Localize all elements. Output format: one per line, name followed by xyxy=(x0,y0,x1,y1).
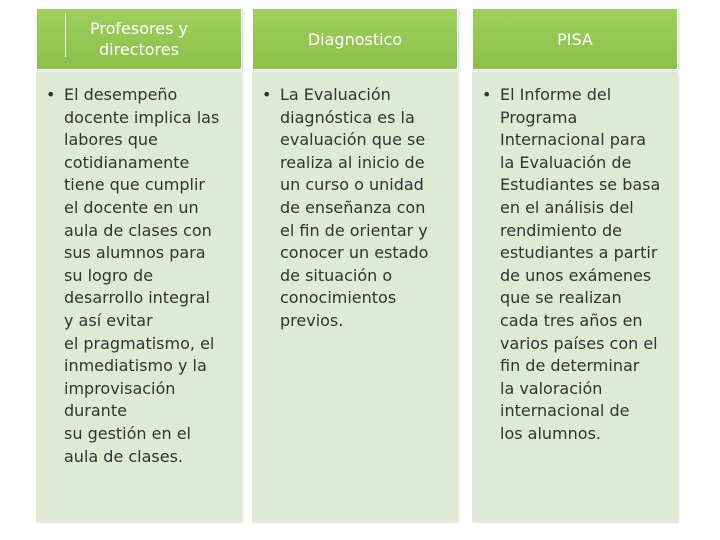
list-item xyxy=(482,84,668,446)
header-label: Diagnostico xyxy=(307,29,403,49)
header-diagnostico xyxy=(252,8,458,70)
header-label: PISA xyxy=(557,29,593,49)
body-pisa xyxy=(472,72,678,522)
body-profesores xyxy=(36,72,242,522)
column-profesores xyxy=(36,8,242,522)
bullet-icon: • xyxy=(262,85,272,104)
bullet-icon: • xyxy=(46,85,56,104)
header-label: Profesores y directores xyxy=(90,19,188,59)
item-text: La Evaluación diagnóstica es la evaluación que se realiza al inicio de un curso o unidad de enseñanza con el fin de orientar y conocer un estado de situación o conocimientos previos. xyxy=(280,85,429,330)
list-item xyxy=(46,84,232,468)
item-text: El desempeño docente implica las labores que cotidianamente tiene que cumplir el docente en un aula de clases con sus alumnos para su logro de desarrollo integral y así evitar el pragmatismo, el inmediatismo y la improvisación durante su gestión en el aula de clases. xyxy=(64,85,220,466)
body-diagnostico xyxy=(252,72,458,522)
item-text: El Informe del Programa Internacional para la Evaluación de Estudiantes se basa en el análisis del rendimiento de estudiantes a partir de unos exámenes que se realizan cada tres años en varios países con el fin de determinar la valoración internacional de los alumnos. xyxy=(500,85,661,443)
column-pisa xyxy=(472,8,678,522)
divider xyxy=(65,13,66,57)
header-pisa xyxy=(472,8,678,70)
header-profesores xyxy=(36,8,242,70)
bullet-icon: • xyxy=(482,85,492,104)
column-diagnostico xyxy=(252,8,458,522)
list-item xyxy=(262,84,448,333)
